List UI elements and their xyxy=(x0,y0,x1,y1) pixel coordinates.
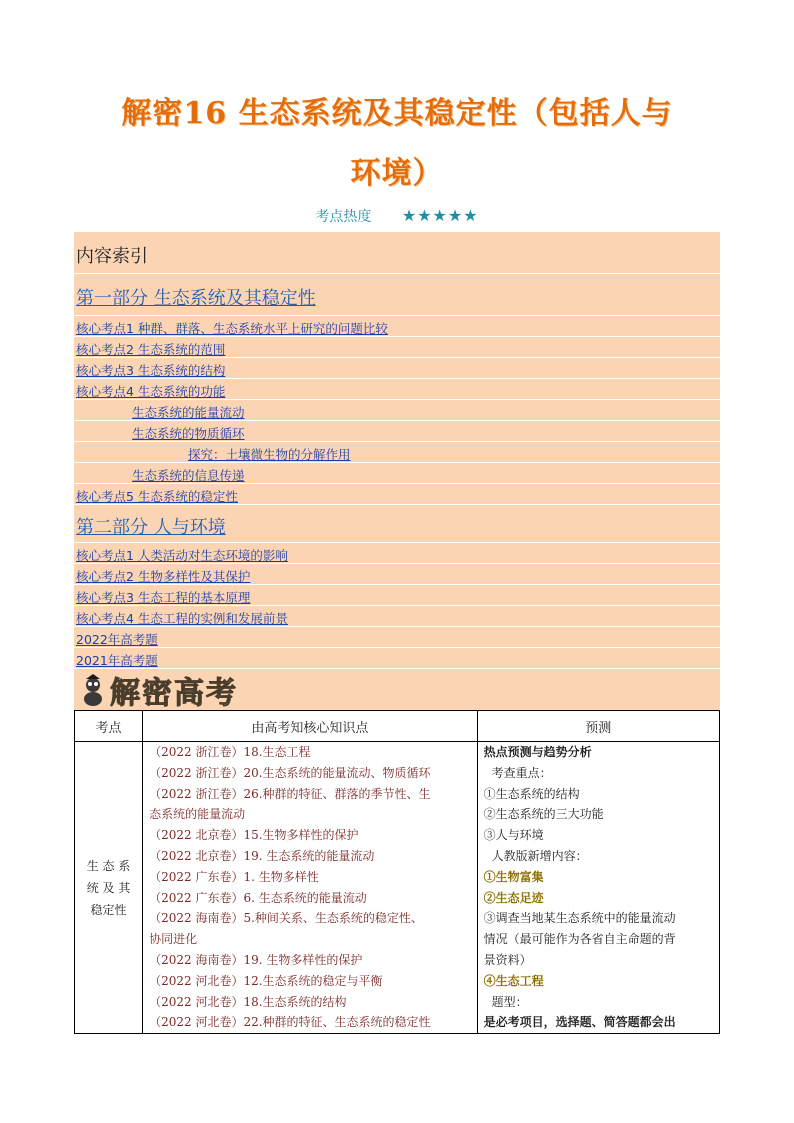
toc-item[interactable] xyxy=(74,564,720,585)
toc-link[interactable]: 2022年高考题 xyxy=(76,632,158,647)
toc-item[interactable] xyxy=(74,648,720,669)
new-content-item: 景资料） xyxy=(483,952,532,967)
toc-part1-link[interactable]: 第一部分 生态系统及其稳定性 xyxy=(76,288,316,309)
header-topic: 考点 xyxy=(75,711,143,742)
toc-item[interactable] xyxy=(74,316,720,337)
prediction-cell xyxy=(477,742,719,1034)
toc-link[interactable]: 核心考点4 生态系统的功能 xyxy=(76,384,226,399)
new-content-item: ②生态足迹 xyxy=(483,890,544,905)
toc-item[interactable] xyxy=(74,442,720,463)
toc-item[interactable] xyxy=(74,337,720,358)
toc-item[interactable] xyxy=(74,421,720,442)
toc-item[interactable] xyxy=(74,585,720,606)
toc-link[interactable]: 核心考点4 生态工程的实例和发展前景 xyxy=(76,611,288,626)
toc-heading: 内容索引 xyxy=(74,236,720,274)
heat-rating xyxy=(0,206,794,226)
type-label: 题型： xyxy=(491,994,528,1009)
exam-line: （2022 河北卷）18.生态系统的结构 xyxy=(149,994,347,1009)
exam-line: （2022 浙江卷）18.生态工程 xyxy=(149,745,311,759)
exam-line: （2022 北京卷）19. 生态系统的能量流动 xyxy=(149,848,375,863)
toc-link[interactable]: 生态系统的物质循环 xyxy=(132,426,245,441)
toc-link[interactable]: 核心考点5 生态系统的稳定性 xyxy=(76,489,238,504)
table-row xyxy=(75,742,720,1034)
new-content-item: ①生物富集 xyxy=(483,869,544,884)
new-content-label: 人教版新增内容： xyxy=(491,848,588,863)
toc-link[interactable]: 核心考点1 种群、群落、生态系统水平上研究的问题比较 xyxy=(76,321,388,336)
header-knowledge: 由高考知核心知识点 xyxy=(143,711,478,742)
topic-text: 生 态 系 统 及 其 稳定性 xyxy=(86,858,131,917)
toc-item[interactable] xyxy=(74,543,720,564)
toc-item[interactable] xyxy=(74,358,720,379)
toc-part2-link[interactable]: 第二部分 人与环境 xyxy=(76,517,226,538)
topic-cell xyxy=(75,742,143,1034)
new-content-item: 情况（最可能作为各省自主命题的背 xyxy=(483,932,676,947)
exam-line: （2022 浙江卷）26.种群的特征、群落的季节性、生 xyxy=(149,786,431,801)
toc-link[interactable]: 核心考点3 生态系统的结构 xyxy=(76,363,226,378)
toc-link[interactable]: 核心考点2 生物多样性及其保护 xyxy=(76,569,251,584)
prediction-title: 热点预测与趋势分析 xyxy=(483,745,592,759)
toc-item[interactable] xyxy=(74,463,720,484)
table-of-contents xyxy=(74,232,720,710)
focus-label: 考查重点： xyxy=(491,765,552,780)
star-rating-icon: ★★★★★ xyxy=(401,206,479,225)
toc-link[interactable]: 核心考点3 生态工程的基本原理 xyxy=(76,590,251,605)
toc-link[interactable]: 生态系统的能量流动 xyxy=(132,405,245,420)
toc-link[interactable]: 生态系统的信息传递 xyxy=(132,468,245,483)
mascot-icon xyxy=(80,673,106,707)
toc-link[interactable]: 核心考点2 生态系统的范围 xyxy=(76,342,226,357)
exam-line: （2022 北京卷）15.生物多样性的保护 xyxy=(149,828,359,843)
document-title-line-1: 解密16 生态系统及其稳定性（包括人与 xyxy=(121,96,673,131)
exam-line: 态系统的能量流动 xyxy=(149,807,246,822)
toc-item[interactable] xyxy=(74,627,720,648)
exam-line: （2022 浙江卷）20.生态系统的能量流动、物质循环 xyxy=(149,765,431,780)
type-text: 是必考项目，选择题、简答题都会出 xyxy=(483,1015,676,1030)
focus-item: ②生态系统的三大功能 xyxy=(483,807,604,822)
exam-line: （2022 海南卷）19. 生物多样性的保护 xyxy=(149,952,363,967)
toc-link[interactable]: 探究：土壤微生物的分解作用 xyxy=(188,447,351,462)
toc-link[interactable]: 2021年高考题 xyxy=(76,653,158,668)
header-prediction: 预测 xyxy=(477,711,719,742)
table-header-row xyxy=(75,711,720,742)
toc-part2[interactable] xyxy=(74,505,720,543)
toc-link[interactable]: 核心考点1 人类活动对生态环境的影响 xyxy=(76,548,288,563)
exam-line: （2022 河北卷）22.种群的特征、生态系统的稳定性 xyxy=(149,1015,431,1030)
document-title-line-2: 环境） xyxy=(350,156,444,191)
focus-item: ①生态系统的结构 xyxy=(483,786,580,801)
new-content-item: ④生态工程 xyxy=(483,973,544,988)
toc-item[interactable] xyxy=(74,606,720,627)
toc-part1[interactable] xyxy=(74,278,720,316)
exam-line: （2022 广东卷）1. 生物多样性 xyxy=(149,869,319,884)
toc-item[interactable] xyxy=(74,400,720,421)
exam-analysis-table xyxy=(74,710,720,1034)
exam-line: （2022 海南卷）5.种间关系、生态系统的稳定性、 xyxy=(149,911,423,926)
banner-text: 解密高考 xyxy=(110,676,238,711)
banner xyxy=(80,672,238,711)
exam-line: （2022 河北卷）12.生态系统的稳定与平衡 xyxy=(149,973,383,988)
focus-item: ③人与环境 xyxy=(483,828,544,843)
exam-line: 协同进化 xyxy=(149,932,198,947)
new-content-item: ③调查当地某生态系统中的能量流动 xyxy=(483,911,676,926)
heat-label: 考点热度 xyxy=(315,209,372,225)
knowledge-cell xyxy=(143,742,478,1034)
exam-line: （2022 广东卷）6. 生态系统的能量流动 xyxy=(149,890,367,905)
toc-item[interactable] xyxy=(74,379,720,400)
toc-item[interactable] xyxy=(74,484,720,505)
